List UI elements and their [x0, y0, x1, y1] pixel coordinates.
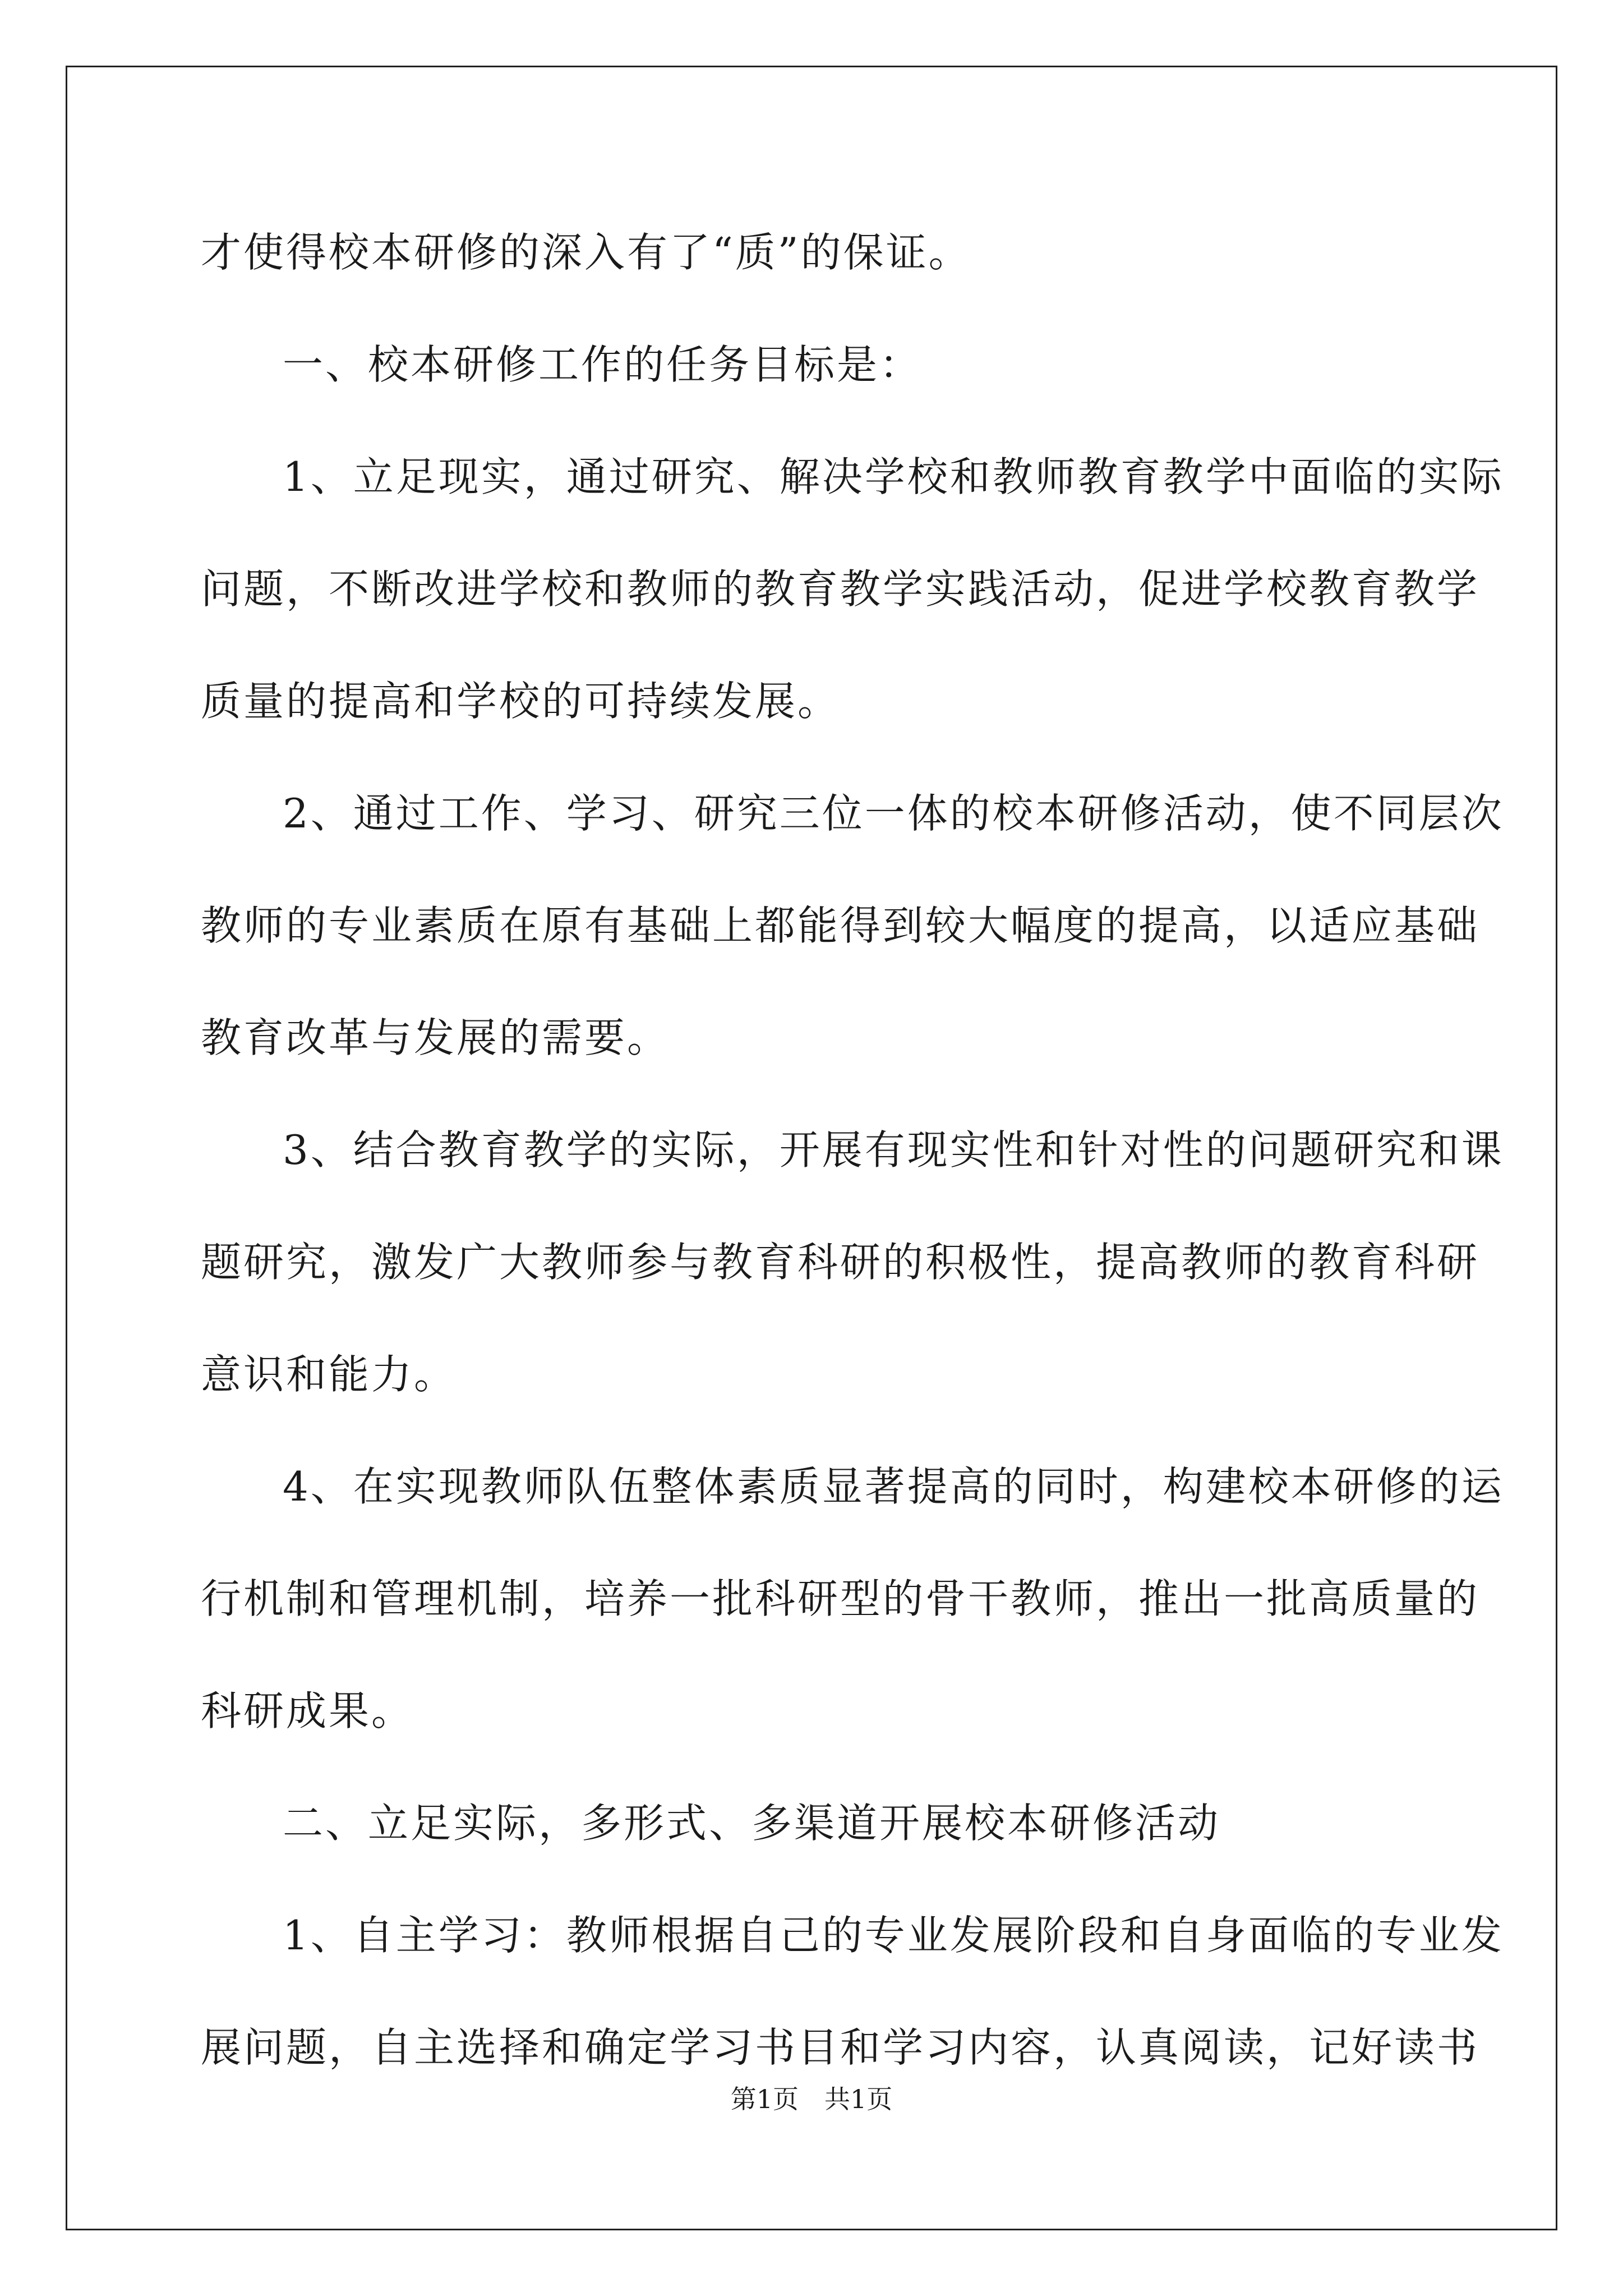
text-line-7: 教师的专业素质在原有基础上都能得到较大幅度的提高，以适应基础: [201, 902, 1480, 949]
text-line-3: 1、立足现实，通过研究、解决学校和教师教育教学中面临的实际: [283, 453, 1504, 500]
text-line-16: 1、自主学习：教师根据自己的专业发展阶段和自身面临的专业发: [283, 1912, 1504, 1959]
text-line-6: 2、通过工作、学习、研究三位一体的校本研修活动，使不同层次: [283, 790, 1504, 837]
text-line-1: 才使得校本研修的深入有了“质”的保证。: [201, 229, 971, 276]
text-line-13: 行机制和管理机制，培养一批科研型的骨干教师，推出一批高质量的: [201, 1575, 1480, 1622]
text-line-8: 教育改革与发展的需要。: [201, 1014, 670, 1061]
text-line-2: 一、校本研修工作的任务目标是：: [283, 341, 923, 388]
text-line-10: 题研究，激发广大教师参与教育科研的积极性，提高教师的教育科研: [201, 1239, 1480, 1286]
document-body: [201, 196, 1504, 2104]
text-line-17: 展问题，自主选择和确定学习书目和学习内容，认真阅读，记好读书: [201, 2024, 1480, 2071]
text-line-4: 问题，不断改进学校和教师的教育教学实践活动，促进学校教育教学: [201, 565, 1480, 613]
text-line-14: 科研成果。: [201, 1687, 414, 1734]
text-line-5: 质量的提高和学校的可持续发展。: [201, 678, 841, 725]
text-line-12: 4、在实现教师队伍整体素质显著提高的同时，构建校本研修的运: [283, 1463, 1504, 1510]
text-line-9: 3、结合教育教学的实际，开展有现实性和针对性的问题研究和课: [283, 1126, 1504, 1174]
page-footer: 第1页 共1页: [730, 2084, 893, 2114]
text-line-11: 意识和能力。: [201, 1351, 457, 1398]
text-line-15: 二、立足实际，多形式、多渠道开展校本研修活动: [283, 1800, 1221, 1847]
